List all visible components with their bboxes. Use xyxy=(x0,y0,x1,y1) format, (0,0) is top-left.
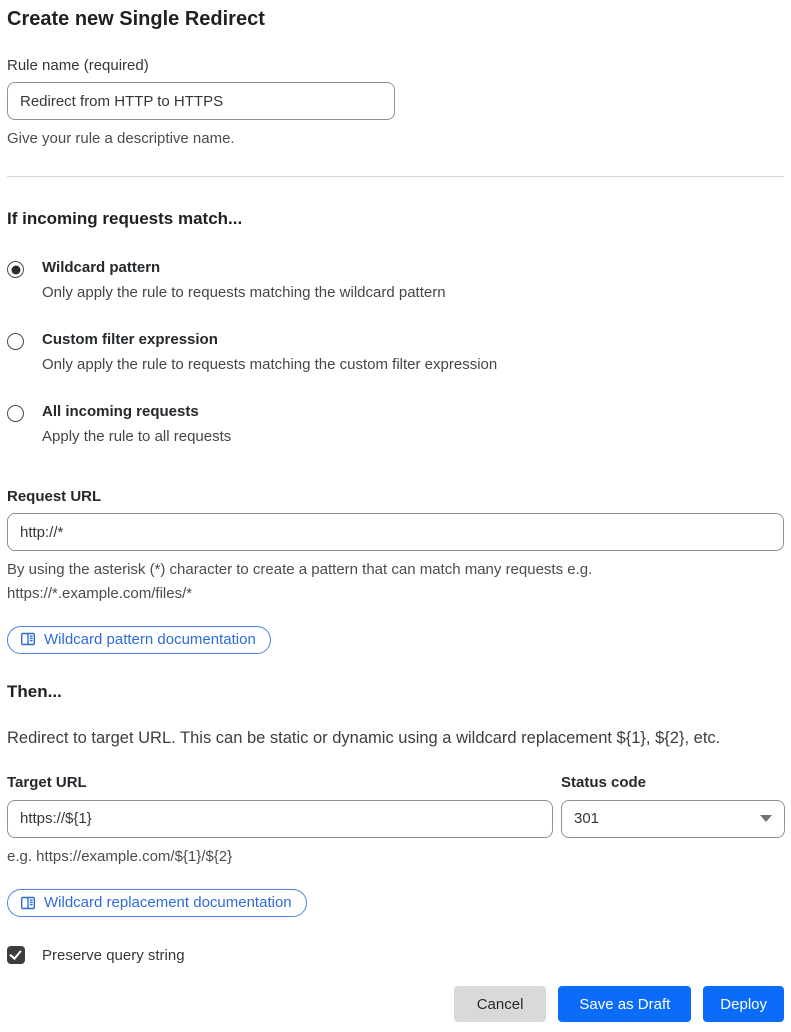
match-options-group xyxy=(7,259,784,445)
book-icon xyxy=(20,631,36,647)
page-title: Create new Single Redirect xyxy=(7,8,265,30)
radio-option-all-requests[interactable] xyxy=(7,403,784,445)
request-url-helper: By using the asterisk (*) character to create a pattern that can match many requests e.g. https://*.example.com/files/* xyxy=(7,561,593,602)
preserve-query-label: Preserve query string xyxy=(42,946,185,964)
radio-option-wildcard-pattern[interactable] xyxy=(7,259,784,301)
target-row xyxy=(7,774,784,838)
deploy-button[interactable]: Deploy xyxy=(703,986,784,1022)
rule-name-input[interactable] xyxy=(7,82,395,120)
rule-name-helper: Give your rule a descriptive name. xyxy=(7,130,235,147)
radio-option-description: Only apply the rule to requests matching the wildcard pattern xyxy=(42,284,446,302)
book-icon xyxy=(20,895,36,911)
radio-option-description: Apply the rule to all requests xyxy=(42,428,232,446)
request-url-input[interactable] xyxy=(7,513,784,551)
radio-0[interactable] xyxy=(7,261,24,278)
radio-2[interactable] xyxy=(7,405,24,422)
radio-option-description: Only apply the rule to requests matching the custom filter expression xyxy=(42,356,498,374)
target-url-input[interactable] xyxy=(7,800,553,838)
preserve-query-row[interactable] xyxy=(7,946,784,964)
doc-button-label: Wildcard replacement documentation xyxy=(44,894,292,911)
target-url-helper: e.g. https://example.com/${1}/${2} xyxy=(7,847,233,865)
then-section-heading: Then... xyxy=(7,681,62,701)
status-code-select[interactable] xyxy=(561,800,785,838)
wildcard-replacement-doc-button[interactable] xyxy=(7,889,307,917)
radio-1[interactable] xyxy=(7,333,24,350)
match-section-heading: If incoming requests match... xyxy=(7,209,243,229)
preserve-query-checkbox[interactable] xyxy=(7,946,25,964)
footer-actions xyxy=(7,986,784,1022)
status-code-value: 301 xyxy=(574,810,600,828)
radio-option-label: Wildcard pattern xyxy=(42,259,161,277)
then-section-description: Redirect to target URL. This can be static or dynamic using a wildcard replacement ${1}, ${2}, etc. xyxy=(7,728,721,747)
request-url-label: Request URL xyxy=(7,488,102,506)
save-as-draft-button[interactable]: Save as Draft xyxy=(558,986,691,1022)
radio-option-label: All incoming requests xyxy=(42,403,199,421)
wildcard-pattern-doc-button[interactable] xyxy=(7,626,271,654)
doc-button-label: Wildcard pattern documentation xyxy=(44,630,256,648)
cancel-button[interactable]: Cancel xyxy=(454,986,547,1022)
radio-option-label: Custom filter expression xyxy=(42,331,218,349)
chevron-down-icon xyxy=(760,815,772,822)
status-code-label: Status code xyxy=(561,773,647,791)
radio-option-custom-filter[interactable] xyxy=(7,331,784,373)
section-divider xyxy=(7,176,784,177)
target-url-label: Target URL xyxy=(7,773,87,791)
rule-name-label: Rule name (required) xyxy=(7,57,149,74)
